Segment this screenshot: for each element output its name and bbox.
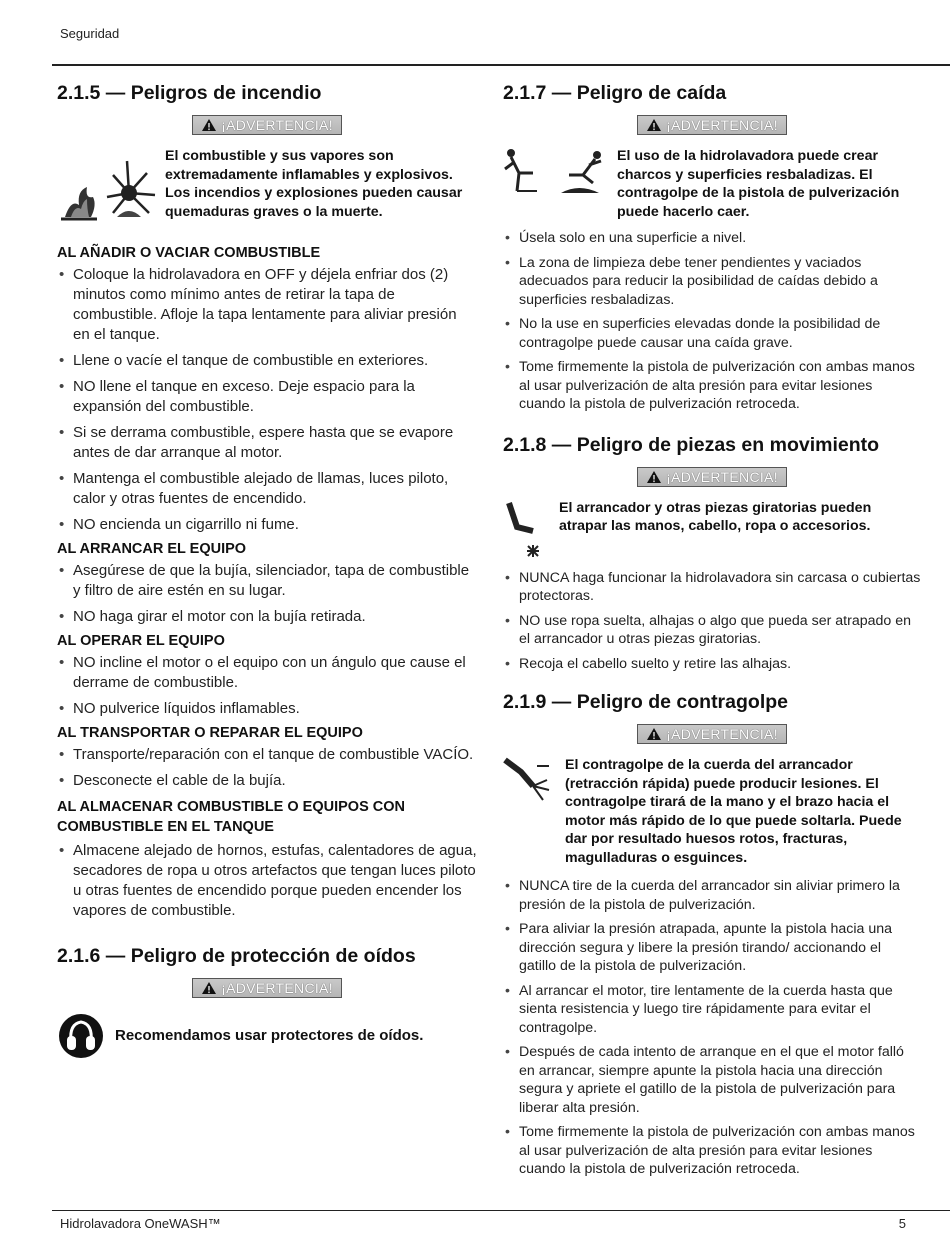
section-title: 2.1.5 — Peligros de incendio [57,82,322,104]
warning-statement [503,147,921,221]
list-item: • La zona de limpieza debe tener pendientes y vaciados adecuados para reducir la posibilidad de caídas debido a superficies resbaladizas. [503,254,921,310]
warning-badge-label: ¡ADVERTENCIA! [221,980,333,996]
section-fire-hazard [57,82,477,921]
section-title: 2.1.6 — Peligro de protección de oídos [57,945,416,967]
left-column [57,82,477,1060]
section-title: 2.1.8 — Peligro de piezas en movimiento [503,433,880,456]
warning-text: El combustible y sus vapores son extremadamente inflamables y explosivos. Los incendios y explosiones pueden causar quemaduras graves o la muerte. [165,148,463,220]
list-item: • NO haga girar el motor con la bujía retirada. [57,607,477,627]
warning-statement [503,756,921,867]
warning-triangle-icon [646,118,662,132]
bullet-list [503,877,921,1179]
bullet-list [57,841,477,921]
list-item: • Coloque la hidrolavadora en OFF y déjela enfriar dos (2) minutos como mínimo antes de retirar la tapa de combustible. Afloje la tapa lentamente para aliviar presión en el tanque. [57,265,477,345]
warning-badge [192,115,342,135]
list-item: • NUNCA tire de la cuerda del arrancador sin aliviar primero la presión de la pistola de pulverización. [503,877,921,914]
warning-text: El contragolpe de la cuerda del arrancador (retracción rápida) puede producir lesiones. El contragolpe tirará de la mano y el brazo hacia el motor más rápido de lo que puede soltarla. Puede dar por resultado huesos rotos, fracturas, magulladuras o esguinces. [565,757,902,866]
rotating-parts-icon [503,499,559,559]
list-item: • Al arrancar el motor, tire lentamente de la cuerda hasta que sienta resistencia y luego tire rápidamente para evitar el contragolpe. [503,982,921,1038]
group-heading: AL OPERAR EL EQUIPO [57,633,225,649]
list-item: • Llene o vacíe el tanque de combustible en exteriores. [57,351,477,371]
page-number: 5 [898,1216,906,1231]
section-title: 2.1.7 — Peligro de caída [503,82,727,104]
warning-badge [192,978,342,998]
warning-statement [503,499,921,559]
bullet-list [503,569,921,674]
footer-product-name: Hidrolavadora OneWASH™ [60,1216,221,1231]
group-heading: AL ARRANCAR EL EQUIPO [57,541,247,557]
footer-rule [52,1210,950,1211]
warning-badge-label: ¡ADVERTENCIA! [666,468,778,485]
list-item: • Si se derrama combustible, espere hasta que se evapore antes de dar arranque al motor. [57,423,477,463]
section-kickback-hazard [503,691,921,1179]
warning-badge-label: ¡ADVERTENCIA! [666,726,778,742]
list-item: • Mantenga el combustible alejado de llamas, luces piloto, calor y otras fuentes de encendido. [57,469,477,509]
kickback-icon [503,756,565,816]
warning-badge [637,467,787,487]
warning-triangle-icon [201,981,217,995]
warning-statement [57,1012,477,1060]
bullet-list [57,265,477,535]
list-item: • Recoja el cabello suelto y retire las alhajas. [503,655,921,674]
list-item: • NO encienda un cigarrillo ni fume. [57,515,477,535]
warning-badge-label: ¡ADVERTENCIA! [666,117,778,133]
page-header: Seguridad [60,26,120,41]
bullet-list [57,745,477,791]
warning-triangle-icon [646,470,662,484]
list-item: • Tome firmemente la pistola de pulverización con ambas manos al usar pulverización de alta presión para evitar lesiones cuando la pistola de pulverización retroceda. [503,358,921,414]
warning-statement [57,147,477,231]
list-item: • NO pulverice líquidos inflamables. [57,699,477,719]
list-item: • Tome firmemente la pistola de pulverización con ambas manos al usar pulverización de alta presión para evitar lesiones cuando la pistola de pulverización retroceda. [503,1123,921,1179]
list-item: • Almacene alejado de hornos, estufas, calentadores de agua, secadores de ropa u otros artefactos que tengan luces piloto u otras fuentes de encendido porque pueden encender los vapores de combustible. [57,841,477,921]
list-item: • NUNCA haga funcionar la hidrolavadora sin carcasa o cubiertas protectoras. [503,569,921,606]
warning-text: Recomendamos usar protectores de oídos. [115,1026,424,1044]
right-column [503,82,921,1179]
list-item: • Asegúrese de que la bujía, silenciador, tapa de combustible y filtro de aire estén en su lugar. [57,561,477,601]
list-item: • Úsela solo en una superficie a nivel. [503,229,921,248]
list-item: • No la use en superficies elevadas donde la posibilidad de contragolpe puede causar una caída grave. [503,315,921,352]
warning-triangle-icon [646,727,662,741]
section-title: 2.1.9 — Peligro de contragolpe [503,691,788,713]
warning-text: El arrancador y otras piezas giratorias pueden atrapar las manos, cabello, ropa o accesorios. [559,499,872,534]
warning-badge [637,115,787,135]
precaution-groups [57,245,477,921]
fire-explosion-icon [57,147,165,231]
warning-text: El uso de la hidrolavadora puede crear charcos y superficies resbaladizas. El contragolpe de la pistola de pulverización puede hacerlo caer. [617,148,900,220]
warning-badge [637,724,787,744]
header-rule [52,64,950,66]
group-heading: AL TRANSPORTAR O REPARAR EL EQUIPO [57,725,363,741]
list-item: • Desconecte el cable de la bujía. [57,771,477,791]
section-moving-parts-hazard [503,434,921,674]
group-heading: AL AÑADIR O VACIAR COMBUSTIBLE [57,245,321,261]
list-item: • NO incline el motor o el equipo con un ángulo que cause el derrame de combustible. [57,653,477,693]
section-fall-hazard [503,82,921,414]
section-hearing-protection [57,945,477,1060]
ear-protection-icon [57,1012,109,1060]
warning-badge-label: ¡ADVERTENCIA! [221,117,333,133]
warning-triangle-icon [201,118,217,132]
list-item: • Para aliviar la presión atrapada, apunte la pistola hacia una dirección segura y libere la presión tirando/ accionando el gatillo de la pistola de pulverización. [503,920,921,976]
bullet-list [503,229,921,414]
slip-fall-icon [503,147,617,207]
bullet-list [57,653,477,719]
bullet-list [57,561,477,627]
list-item: • Transporte/reparación con el tanque de combustible VACÍO. [57,745,477,765]
list-item: • NO llene el tanque en exceso. Deje espacio para la expansión del combustible. [57,377,477,417]
list-item: • NO use ropa suelta, alhajas o algo que pueda ser atrapado en el arrancador u otras piezas giratorias. [503,612,921,649]
group-heading: AL ALMACENAR COMBUSTIBLE O EQUIPOS CON COMBUSTIBLE EN EL TANQUE [57,799,406,835]
list-item: • Después de cada intento de arranque en el que el motor falló en arrancar, siempre apunte la pistola hacia una dirección segura y apriete el gatillo de la pistola de pulverización para liberar alta presión. [503,1043,921,1117]
